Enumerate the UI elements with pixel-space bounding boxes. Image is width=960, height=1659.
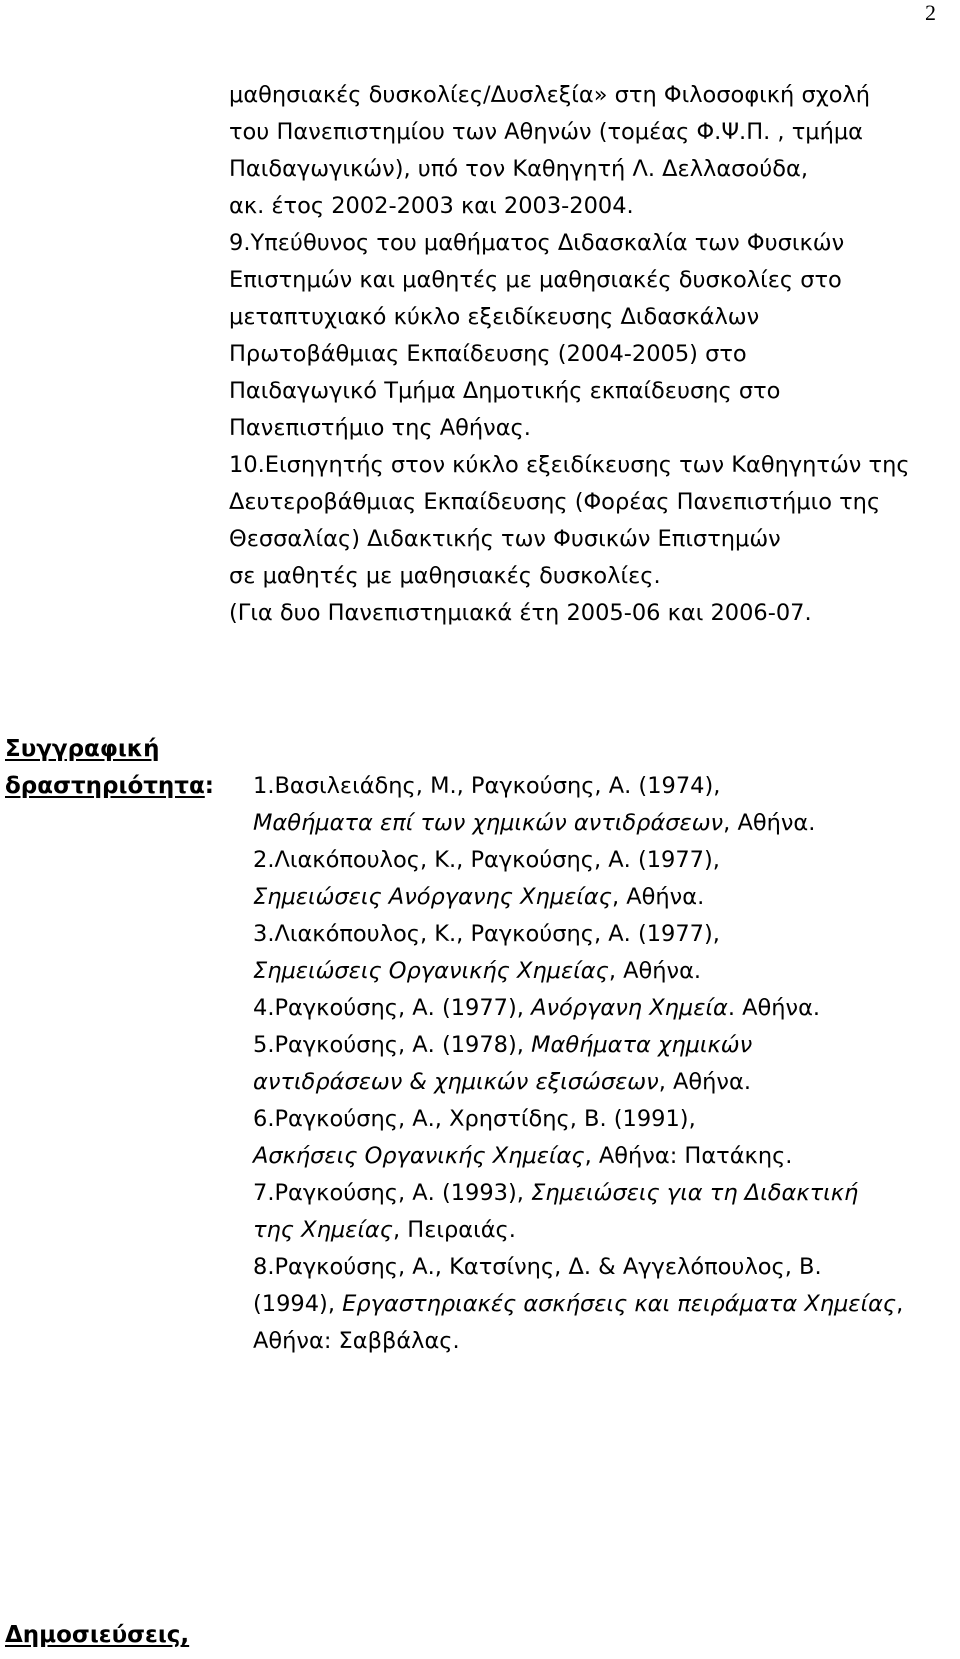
publication-text: , Αθήνα: Πατάκης. (584, 1143, 793, 1169)
item-9-line: Πανεπιστήμιο της Αθήνας. (229, 415, 531, 441)
publication-line (253, 1067, 751, 1097)
publication-line (253, 1030, 752, 1060)
page-number: 2 (925, 0, 936, 25)
publication-title: Σημειώσεις Ανόργανης Χημείας (253, 884, 612, 910)
publication-line (253, 882, 704, 912)
publication-text: , Αθήνα. (608, 958, 702, 984)
publication-text: 5.Ραγκούσης, Α. (1978), (253, 1032, 532, 1058)
publication-title: Μαθήματα επί των χημικών αντιδράσεων (253, 810, 724, 836)
publication-text: 4.Ραγκούσης, Α. (1977), (253, 995, 532, 1021)
publication-text: 8.Ραγκούσης, Α., Κατσίνης, Δ. & Αγγελόπουλος, Β. (253, 1254, 822, 1280)
publication-line (253, 993, 820, 1023)
item-10-line: 10.Εισηγητής στον κύκλο εξειδίκευσης των Καθηγητών της (229, 452, 910, 478)
publication-text: , (896, 1291, 904, 1317)
continuation-line: μαθησιακές δυσκολίες/Δυσλεξία» στη Φιλοσοφική σχολή (229, 82, 871, 108)
publication-text: 6.Ραγκούσης, Α., Χρηστίδης, Β. (1991), (253, 1106, 696, 1132)
publication-title: αντιδράσεων & χημικών εξισώσεων (253, 1069, 659, 1095)
publication-line (253, 956, 701, 986)
publication-title: της Χημείας (253, 1217, 393, 1243)
publication-line (253, 771, 720, 801)
publication-line (253, 1141, 792, 1171)
item-9-line: Παιδαγωγικό Τμήμα Δημοτικής εκπαίδευσης στο (229, 378, 781, 404)
publication-line (253, 1289, 903, 1319)
publication-text: . Αθήνα. (727, 995, 821, 1021)
item-9-line: Επιστημών και μαθητές με μαθησιακές δυσκολίες στο (229, 267, 842, 293)
publication-line (253, 1326, 460, 1356)
publication-line (253, 808, 815, 838)
item-10-line: Δευτεροβάθμιας Εκπαίδευσης (Φορέας Πανεπιστήμιο της (229, 489, 881, 515)
publication-line (253, 845, 720, 875)
item-10-line: Θεσσαλίας) Διδακτικής των Φυσικών Επιστημών (229, 526, 781, 552)
writing-heading-line1 (5, 734, 160, 764)
publication-title: Εργαστηριακές ασκήσεις και πειράματα Χημείας (342, 1291, 897, 1317)
continuation-line: ακ. έτος 2002-2003 και 2003-2004. (229, 193, 634, 219)
publication-title: Ανόργανη Χημεία (531, 995, 728, 1021)
publications-heading-line (5, 1620, 189, 1650)
publication-text: (1994), (253, 1291, 343, 1317)
publication-text: 7.Ραγκούσης, Α. (1993), (253, 1180, 532, 1206)
publication-line (253, 1178, 858, 1208)
publication-title: Σημειώσεις Οργανικής Χημείας (253, 958, 609, 984)
writing-heading-colon: : (204, 773, 214, 799)
publication-text: 2.Λιακόπουλος, Κ., Ραγκούσης, Α. (1977), (253, 847, 720, 873)
item-9-line: Πρωτοβάθμιας Εκπαίδευσης (2004-2005) στο (229, 341, 747, 367)
writing-heading-line2 (5, 771, 214, 801)
item-9-line: μεταπτυχιακό κύκλο εξειδίκευσης Διδασκάλων (229, 304, 760, 330)
item-10-line: (Για δυο Πανεπιστημιακά έτη 2005-06 και 2006-07. (229, 600, 812, 626)
publication-text: 3.Λιακόπουλος, Κ., Ραγκούσης, Α. (1977), (253, 921, 720, 947)
publication-text: , Αθήνα. (611, 884, 705, 910)
publication-text: 1.Βασιλειάδης, Μ., Ραγκούσης, Α. (1974), (253, 773, 721, 799)
publication-text: Αθήνα: Σαββάλας. (253, 1328, 460, 1354)
item-9-line: 9.Υπεύθυνος του μαθήματος Διδασκαλία των Φυσικών (229, 230, 845, 256)
publication-title: Μαθήματα χημικών (531, 1032, 753, 1058)
continuation-line: Παιδαγωγικών), υπό τον Καθηγητή Λ. Δελλασούδα, (229, 156, 808, 182)
continuation-line: του Πανεπιστημίου των Αθηνών (τομέας Φ.Ψ.Π. , τμήμα (229, 119, 863, 145)
publication-title: Σημειώσεις για τη Διδακτική (531, 1180, 859, 1206)
publication-line (253, 1252, 822, 1282)
publication-title: Ασκήσεις Οργανικής Χημείας (253, 1143, 585, 1169)
publication-line (253, 919, 720, 949)
item-10-line: σε μαθητές με μαθησιακές δυσκολίες. (229, 563, 661, 589)
publication-text: , Πειραιάς. (392, 1217, 516, 1243)
publication-text: , Αθήνα. (723, 810, 816, 836)
publication-line (253, 1104, 696, 1134)
publications-heading: Δημοσιεύσεις, (5, 1622, 190, 1648)
writing-heading-word2: δραστηριότητα (5, 773, 205, 799)
writing-heading-word1: Συγγραφική (5, 736, 160, 762)
publication-text: , Αθήνα. (658, 1069, 751, 1095)
publication-line (253, 1215, 516, 1245)
